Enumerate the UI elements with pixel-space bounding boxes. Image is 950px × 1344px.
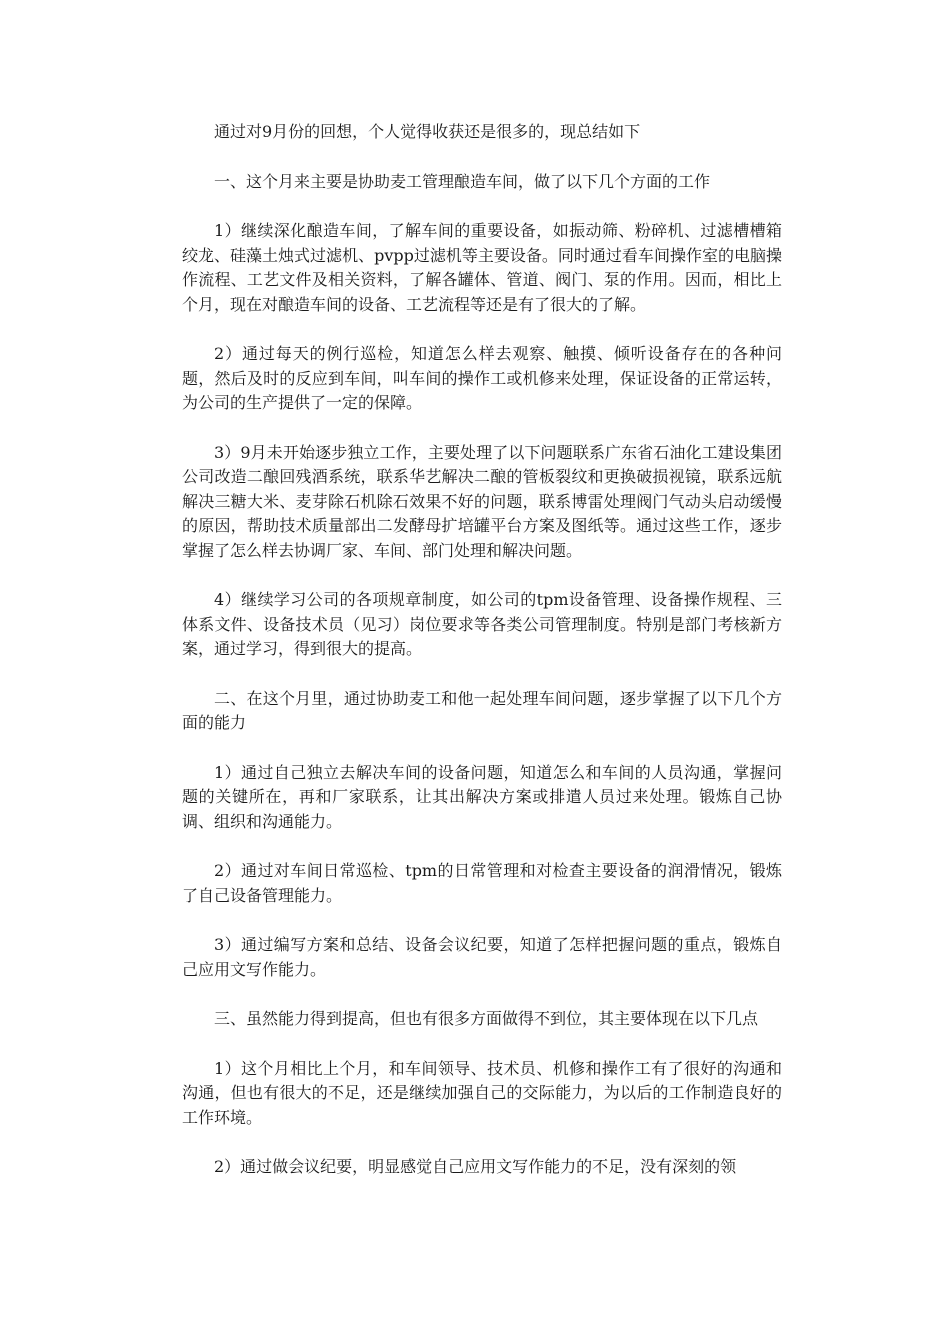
section-one-item-2: 2）通过每天的例行巡检，知道怎么样去观察、触摸、倾听设备存在的各种问题，然后及时的反应到车间，叫车间的操作工或机修来处理，保证设备的正常运转，为公司的生产提供了一定的保障。: [182, 344, 782, 412]
section-one-item-4: 4）继续学习公司的各项规章制度，如公司的tpm设备管理、设备操作规程、三体系文件、设备技术员（见习）岗位要求等各类公司管理制度。特别是部门考核新方案，通过学习，得到很大的提高。: [182, 590, 782, 658]
section-two-item-1: 1）通过自己独立去解决车间的设备问题，知道怎么和车间的人员沟通，掌握问题的关键所在，再和厂家联系，让其出解决方案或排遣人员过来处理。锻炼自己协调、组织和沟通能力。: [182, 762, 782, 831]
document-body: [182, 120, 782, 1205]
section-two-item-2: 2）通过对车间日常巡检、tpm的日常管理和对检查主要设备的润滑情况，锻炼了自己设备管理能力。: [182, 861, 782, 905]
section-three-item-2: 2）通过做会议纪要，明显感觉自己应用文写作能力的不足，没有深刻的领: [214, 1157, 737, 1176]
section-two-heading: 二、在这个月里，通过协助麦工和他一起处理车间问题，逐步掌握了以下几个方面的能力: [182, 688, 782, 732]
section-two-item-3: 3）通过编写方案和总结、设备会议纪要，知道了怎样把握问题的重点，锻炼自己应用文写作能力。: [182, 935, 782, 979]
intro-paragraph: 通过对9月份的回想，个人觉得收获还是很多的，现总结如下: [214, 122, 641, 141]
section-three-item-1: 1）这个月相比上个月，和车间领导、技术员、机修和操作工有了很好的沟通和沟通，但也有很大的不足，还是继续加强自己的交际能力，为以后的工作制造良好的工作环境。: [182, 1058, 782, 1127]
section-one-heading: 一、这个月来主要是协助麦工管理酿造车间，做了以下几个方面的工作: [214, 171, 711, 191]
section-one-item-1: 1）继续深化酿造车间，了解车间的重要设备，如振动筛、粉碎机、过滤槽槽箱绞龙、硅藻土烛式过滤机、pvpp过滤机等主要设备。同时通过看车间操作室的电脑操作流程、工艺文件及相关资料，了解各罐体、管道、阀门、泵的作用。因而，相比上个月，现在对酿造车间的设备、工艺流程等还是有了很大的了解。: [182, 221, 782, 314]
section-one-item-3: 3）9月未开始逐步独立工作，主要处理了以下问题联系广东省石油化工建设集团公司改造二酿回残酒系统，联系华艺解决二酿的管板裂纹和更换破损视镜，联系远航解决三糖大米、麦芽除石机除石效果不好的问题，联系博雷处理阀门气动头启动缓慢的原因，帮助技术质量部出二发酵母扩培罐平台方案及图纸等。通过这些工作，逐步掌握了怎么样去协调厂家、车间、部门处理和解决问题。: [182, 442, 782, 560]
section-three-heading: 三、虽然能力得到提高，但也有很多方面做得不到位，其主要体现在以下几点: [214, 1009, 759, 1028]
